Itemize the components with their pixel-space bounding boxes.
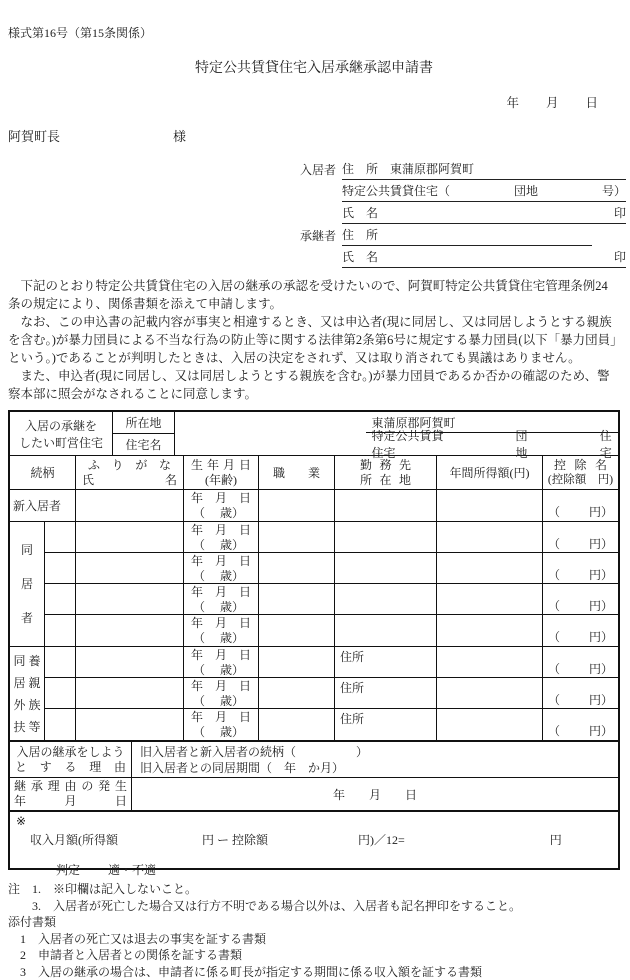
occupation-cell — [259, 490, 335, 521]
relation-input-cell — [45, 584, 76, 615]
succession-reason-row — [10, 742, 618, 778]
deduction-cell: （ 円） — [543, 553, 618, 584]
name-input-cell — [76, 647, 184, 678]
occupation-cell — [259, 553, 335, 584]
judgement-label: 判定 — [56, 861, 80, 878]
occupation-cell — [259, 584, 335, 615]
resident-label: 入居者 — [300, 161, 342, 180]
resident-name-row — [300, 202, 626, 224]
reason-label-cell: 入居の継承をしよう とする理由 — [10, 742, 132, 777]
birthdate-cell: 年 月 日 （ 歳） — [184, 709, 259, 740]
deduction-cell: （ 円） — [543, 584, 618, 615]
name-label: 氏 名 — [342, 204, 378, 221]
cohabitant-group-label: 同 居 者 — [10, 522, 45, 646]
resident-address-text: 住 所 東蒲原郡阿賀町 — [342, 160, 474, 177]
relation-input-cell — [45, 647, 76, 678]
name-input-cell — [76, 615, 184, 646]
addressee-honorific: 様 — [173, 126, 186, 145]
housing-prefix: 特定公共賃貸住宅（ — [342, 182, 450, 199]
header-relation: 続柄 — [10, 456, 76, 489]
judgement-line — [16, 861, 612, 878]
relation-input-cell — [45, 615, 76, 646]
date-line — [8, 93, 598, 111]
resident-address-field — [342, 160, 626, 180]
date-month-label: 月 — [546, 93, 559, 111]
addressee-name: 阿賀町長 — [8, 126, 173, 145]
date-year-label: 年 — [506, 93, 519, 111]
resident-address-row — [300, 158, 626, 180]
relation-input-cell — [45, 553, 76, 584]
successor-name-row — [300, 246, 626, 268]
paragraph-police-consent: また、申込者(現に同居し、又は同居しようとする親族を含む。)が暴力団員であるか否かの確認のため、警察本部に照会がなされることに同意します。 — [8, 367, 620, 403]
occurrence-value-cell: 年 月 日 — [132, 778, 618, 810]
new-resident-row — [10, 490, 618, 522]
name-input-cell — [76, 678, 184, 709]
birthdate-cell: 年 月 日 （ 歳） — [184, 522, 259, 553]
cohabitant-row — [45, 522, 618, 553]
occurrence-label-cell: 継承理由の発生 年月日 — [10, 778, 132, 810]
workplace-cell — [335, 584, 437, 615]
deduction-cell: （ 円） — [543, 647, 618, 678]
birthdate-cell: 年 月 日 （ 歳） — [184, 553, 259, 584]
note-line: 注 1. ※印欄は記入しないこと。 — [8, 881, 620, 898]
birthdate-cell: 年 月 日 （ 歳） — [184, 490, 259, 521]
deduction-cell: （ 円） — [543, 709, 618, 740]
income-cell — [437, 553, 543, 584]
resident-housing-row — [300, 180, 626, 202]
location-value-cell: 東蒲原郡阿賀町 — [366, 412, 619, 433]
occupation-cell — [259, 522, 335, 553]
attachment-item: 1 入居者の死亡又は退去の事実を証する書類 — [8, 931, 620, 948]
main-table — [8, 410, 620, 870]
address-cell: 住所 — [335, 647, 437, 678]
body-text — [8, 277, 620, 403]
occupation-cell — [259, 615, 335, 646]
housing-danchi-label: 団地 — [514, 182, 538, 199]
resident-housing-field — [342, 182, 626, 202]
income-cell — [437, 647, 543, 678]
dependent-row — [45, 647, 618, 678]
housing-name-label-cell: 住宅名 — [113, 434, 175, 455]
attachments-heading: 添付書類 — [8, 914, 620, 931]
page-title: 特定公共賃貸住宅入居承継承認申請書 — [8, 57, 620, 77]
deduction-cell: （ 円） — [543, 490, 618, 521]
form-number: 様式第16号（第15条関係） — [8, 24, 620, 41]
workplace-cell — [335, 522, 437, 553]
date-day-label: 日 — [585, 93, 598, 111]
dependent-row — [45, 709, 618, 740]
occupation-cell — [259, 709, 335, 740]
housing-number-suffix: 号） — [602, 182, 626, 199]
cohabitant-group — [10, 522, 618, 647]
paragraph-request: 下記のとおり特定公共賃貸住宅の入居の継承の承認を受けたいので、阿賀町特定公共賃貸住宅管理条例24条の規定により、関係書類を添えて申請します。 — [8, 277, 620, 313]
header-birthdate: 生年月日 (年齢) — [184, 456, 259, 489]
birthdate-cell: 年 月 日 （ 歳） — [184, 647, 259, 678]
income-cell — [437, 709, 543, 740]
successor-address-field — [342, 226, 592, 246]
header-deduction: 控除名 (控除額 円) — [543, 456, 618, 489]
seal-mark: 印 — [614, 248, 626, 265]
occupation-cell — [259, 678, 335, 709]
income-cell — [437, 522, 543, 553]
income-cell — [437, 615, 543, 646]
address-cell: 住所 — [335, 678, 437, 709]
header-occupation: 職業 — [259, 456, 335, 489]
address-cell: 住所 — [335, 709, 437, 740]
dependent-group — [10, 647, 618, 742]
birthdate-cell: 年 月 日 （ 歳） — [184, 615, 259, 646]
name-input-cell — [76, 522, 184, 553]
cohabitant-row — [45, 553, 618, 584]
table-header-row — [10, 456, 618, 490]
location-label-cell: 所在地 — [113, 412, 175, 434]
resident-name-field — [342, 204, 626, 224]
name-input-cell — [76, 709, 184, 740]
successor-label: 承継者 — [300, 227, 342, 246]
housing-name-value-cell: 特定公共賃貸住宅 団地 住宅 — [366, 433, 619, 455]
birthdate-cell: 年 月 日 （ 歳） — [184, 584, 259, 615]
name-input-cell — [76, 584, 184, 615]
successor-address-row — [300, 224, 626, 246]
assessment-row — [10, 812, 618, 868]
monthly-income-formula: 収入月額(所得額 円 ー 控除額 円)／12= 円 — [16, 831, 612, 848]
notes-section — [8, 881, 620, 980]
successor-name-field — [342, 248, 626, 268]
deduction-cell: （ 円） — [543, 615, 618, 646]
deduction-cell: （ 円） — [543, 522, 618, 553]
paragraph-gang-clause: なお、この申込書の記載内容が事実と相違するとき、又は申込者(現に同居し、又は同居しようとする親族を含む。)が暴力団員による不当な行為の防止等に関する法律第2条第6号に規定する暴力団員(以下「暴力団員」という。)であることが判明したときは、入居の決定をされず、又は取り消されても異議はありません。 — [8, 313, 620, 367]
name-input-cell — [76, 553, 184, 584]
occurrence-date-row — [10, 778, 618, 812]
name-input-cell — [76, 490, 184, 521]
deduction-cell: （ 円） — [543, 678, 618, 709]
reason-value-cell: 旧入居者と新入居者の続柄（ ） 旧入居者との同居期間（ 年 か月） — [132, 742, 618, 777]
cohabitant-row — [45, 615, 618, 646]
dependent-row — [45, 678, 618, 709]
housing-info-rows — [10, 412, 618, 456]
judgement-options: 適・不適 — [108, 861, 156, 878]
addressee-line — [8, 126, 620, 145]
housing-row-label: 入居の承継を したい町営住宅 — [10, 412, 113, 455]
workplace-cell — [335, 553, 437, 584]
header-name: ふりがな 氏名 — [76, 456, 184, 489]
relation-input-cell — [45, 678, 76, 709]
cohabitant-row — [45, 584, 618, 615]
workplace-cell — [335, 490, 437, 521]
seal-mark: 印 — [614, 204, 626, 221]
header-workplace: 勤務先 所在地 — [335, 456, 437, 489]
workplace-cell — [335, 615, 437, 646]
income-cell — [437, 678, 543, 709]
attachment-item: 2 申請者と入居者との関係を証する書類 — [8, 947, 620, 964]
attachment-item: 3 入居の継承の場合は、申請者に係る町長が指定する期間に係る収入額を証する書類 — [8, 964, 620, 980]
office-use-star: ※ — [16, 814, 612, 829]
successor-address-text: 住 所 — [342, 226, 378, 243]
header-annual-income: 年間所得額(円) — [437, 456, 543, 489]
new-resident-label: 新入居者 — [10, 490, 76, 521]
applicant-block — [300, 158, 626, 268]
dependent-group-label: 同 養 居 親 外 族 扶 等 — [10, 647, 45, 740]
note-line: 3. 入居者が死亡した場合又は行方不明である場合以外は、入居者も記名押印をすること。 — [8, 898, 620, 915]
income-cell — [437, 584, 543, 615]
birthdate-cell: 年 月 日 （ 歳） — [184, 678, 259, 709]
name-label: 氏 名 — [342, 248, 378, 265]
income-cell — [437, 490, 543, 521]
relation-input-cell — [45, 522, 76, 553]
relation-input-cell — [45, 709, 76, 740]
occupation-cell — [259, 647, 335, 678]
